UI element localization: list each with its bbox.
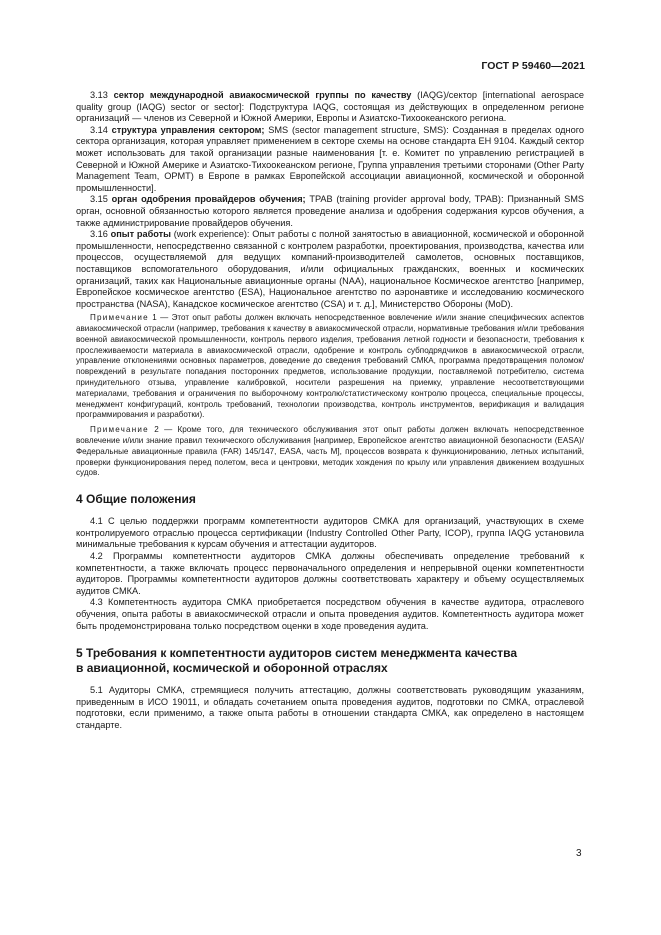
clause-number: 3.13 <box>90 90 108 100</box>
term: сектор международной авиакосмической группы по качеству <box>113 90 412 100</box>
note-text: 2 — Кроме того, для технического обслуживания этот опыт работы должен включать непосредственное вовлечение и/или знание правил технического обслуживания [например, Европейское агентство авиационной безопасности (EASA)/Федеральные авиационные правила (FAR) 145/147, EASA, часть M], процессов возврата к функционированию, летных испытаний, проверки функционирования перед полетом, веса и центровки, методик хождения по крылу или управления движением воздушных судов. <box>76 425 584 478</box>
page-number: 3 <box>576 848 582 859</box>
clause-3-15 <box>76 194 584 229</box>
section-4-title: 4 Общие положения <box>76 492 196 507</box>
note-1 <box>76 313 584 421</box>
clause-4-2: 4.2 Программы компетентности аудиторов СМКА должны обеспечивать определение требований к компетентности, а также включать процесс первоначального определения и непрерывной оценки компетентности аудиторов. Программы компетентности аудиторов должны соответствовать характеру и объему осуществляемых аудитов СМКА. <box>76 551 584 596</box>
clause-text: (IAQG)/сектор [international aerospace quality group (IAQG) sector or sector]: Подструктура IAQG, состоящая из действующих в определенном регионе организаций — членов из Северной и Южной Америки, Европы и Азиатско-Тихоокеанского региона. <box>76 90 585 124</box>
note-2 <box>76 425 584 479</box>
note-text: 1 — Этот опыт работы должен включать непосредственное вовлечение и/или знание специфических аспектов авиакосмической отрасли (например, требования к качеству в авиакосмической отрасли, нормативные требования и/или требования военной авиакосмической промышленности, контроль первого изделия, требования летной годности и безопасности, требования к прослеживаемости материала в авиакосмической отрасли, одобрение и контроль субподрядчиков в авиакосмической отрасли, управление отклонениями основных параметров, доведение до сведения требований СМКА, программа предотвращения поломок/повреждений в результате попадания посторонних предметов, использование продукции, поставляемой потребителю, система принудительного отзыва, управление калибровкой, носители разрешения на приемку, управление несоответствующими материалами, требования и ограничения по выборочному контролю/статистическому контролю процесса, специальные процессы, менеджмент конфигураций, контроль требований, технологии производства, контроль инструментов, верификация и валидация программирования и разработки). <box>76 313 585 420</box>
clause-text: TPAB (training provider approval body, TPAB): Признанный SMS орган, основной обязанностью которого является проведение анализа и одобрения содержания курсов обучения, а также администрирование провайдеров обучения. <box>76 194 584 228</box>
section-5-title <box>76 646 584 676</box>
clause-number: 3.15 <box>90 194 108 205</box>
section-5-title-line-2: в авиационной, космической и оборонной отраслях <box>76 661 388 676</box>
document-code: ГОСТ Р 59460—2021 <box>481 60 585 72</box>
clause-number: 3.16 <box>90 229 108 240</box>
clause-3-16 <box>76 229 584 310</box>
clause-3-14 <box>76 125 584 195</box>
clause-3-13 <box>76 90 584 125</box>
clause-5-1: 5.1 Аудиторы СМКА, стремящиеся получить аттестацию, должны соответствовать руководящим указаниям, приведенным в ИСО 19011, и обладать сочетанием опыта проведения аудитов, подготовки по СМКА, отраслевой подготовки, если применимо, а также опыта работы в отношении стандарта СМКА, как определено в настоящем стандарте. <box>76 685 584 730</box>
note-label: Примечание <box>90 425 149 435</box>
term: структура управления сектором; <box>111 124 265 135</box>
term: орган одобрения провайдеров обучения; <box>111 194 306 205</box>
note-label: Примечание <box>90 313 149 323</box>
clause-4-3: 4.3 Компетентность аудитора СМКА приобретается посредством обучения в качестве аудитора, отраслевого обучения, опыта работы в авиакосмической отрасли и опыта проведения аудитов. Компетентность аудитора может быть продемонстрирована только посредством оценки в ходе проведения аудита. <box>76 597 584 631</box>
section-5-title-line-1: 5 Требования к компетентности аудиторов систем менеджмента качества <box>76 646 518 661</box>
clause-text: (work experience): Опыт работы с полной занятостью в авиационной, космической и оборонной промышленности, непосредственно связанной с контролем разработки, проектирования, производства, качества или процессов, осуществляемой для ведущих компаний-производителей самолетов, основных поставщиков, поставщиков вспомогательного оборудования, и/или официальных гражданских, военных и космических организаций, таких как Национальные авиационные органы (NAA), национальное Космическое агентство [например, Европейское космическое агентство (ESA), Национальное агентство по аэронавтике и исследованию космического пространства (NASA), Канадское космическое агентство (CSA) и т. д.], Министерство Обороны (MoD). <box>76 229 584 309</box>
page-body <box>76 90 584 732</box>
clause-4-1: 4.1 С целью поддержки программ компетентности аудиторов СМКА для организаций, участвующих в схеме контролируемого отраслью процесса сертификации (Industry Controlled Other Party, ICOP), группа IAQG установила минимальные требования к курсам обучения и аттестации аудиторов. <box>76 516 584 550</box>
term: опыт работы <box>110 229 171 240</box>
clause-number: 3.14 <box>90 124 108 135</box>
clause-text: SMS (sector management structure, SMS): Созданная в пределах одного сектора организация, которая управляет применением в секторе схемы на основе стандарта ЕН 9104. Каждый сектор может использовать для такой организации разные наименования [т. е. Комитет по управлению регистрацией в Северной и Южной Америке и Азиатско-Тихоокеанском регионе, Группа управления третьими сторонами (Other Party Management Team, OPMT) в Европе в рамках Европейской ассоциации авиационной, космической и оборонной промышленности]. <box>76 124 584 193</box>
